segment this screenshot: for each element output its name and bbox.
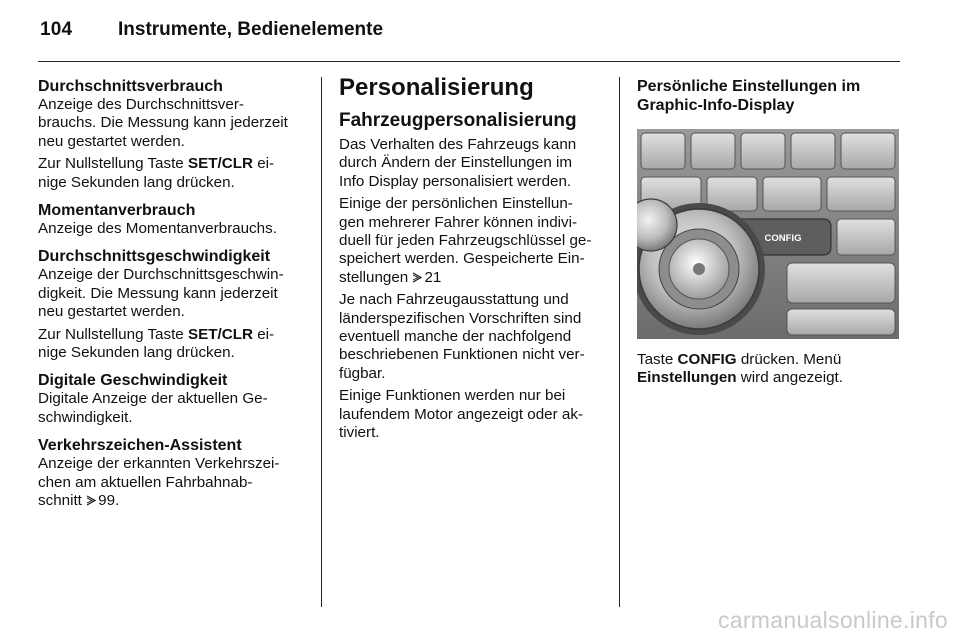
text-traffic-sign: Anzeige der erkannten Verkehrszei- chen am aktuellen Fahrbahnab- schnitt 99. (38, 455, 280, 510)
page-header (0, 0, 960, 60)
page-reference[interactable]: 21 (424, 268, 442, 286)
config-button-label: CONFIG (764, 233, 802, 244)
text-avg-speed: Anzeige der Durchschnittsgeschwin- digkeit. Die Messung kann jederzeit neu gestartet werden. (38, 266, 284, 321)
photo-caption: Taste CONFIG drücken. Menü Einstellungen wird angezeigt. (637, 351, 843, 387)
watermark: carmanualsonline.info (717, 607, 948, 633)
page-reference-icon (412, 272, 422, 283)
text-avg-consumption: Anzeige des Durchschnittsver- brauchs. Die Messung kann jederzeit neu gestartet werden. (38, 96, 288, 150)
paragraph: Einige der persönlichen Einstellun- gen mehrerer Fahrer können indivi- duell für jeden Fahrzeugschlüssel ge- speichert werden. Gespeicherte Ein- stellungen 21 (339, 195, 592, 286)
header-rule (38, 61, 900, 62)
paragraph: Das Verhalten des Fahrzeugs kann durch Ändern der Einstellungen im Info Display personalisiert werden. (339, 136, 577, 190)
column-right (637, 77, 901, 388)
page-number: 104 (40, 19, 73, 40)
section-title: Personalisierung (339, 74, 534, 101)
page-reference-icon (86, 495, 96, 506)
column-divider (321, 77, 322, 607)
heading-avg-speed: Durchschnittsgeschwindigkeit (38, 248, 271, 266)
text-instant-consumption: Anzeige des Momentanverbrauchs. (38, 220, 277, 238)
heading-traffic-sign: Verkehrszeichen-Assistent (38, 437, 242, 455)
menu-einstellungen: Einstellungen (637, 369, 737, 387)
text-digital-speed: Digitale Anzeige der aktuellen Ge- schwindigkeit. (38, 390, 268, 426)
section-subtitle: Fahrzeugpersonalisierung (339, 110, 577, 131)
dashboard-photo (637, 129, 899, 339)
page-reference[interactable]: 99. (98, 492, 120, 510)
paragraph: Einige Funktionen werden nur bei laufendem Motor angezeigt oder ak- tiviert. (339, 387, 583, 442)
column-left (38, 77, 308, 511)
heading-avg-consumption: Durchschnittsverbrauch (38, 78, 223, 95)
heading-digital-speed: Digitale Geschwindigkeit (38, 372, 228, 390)
paragraph: Je nach Fahrzeugausstattung und länderspezifischen Vorschriften sind eventuell manche der nachfolgend beschriebenen Funktionen nicht ver- fügbar. (339, 291, 585, 382)
key-config: CONFIG (677, 351, 737, 368)
column-middle (339, 74, 607, 443)
reset-instruction: Zur Nullstellung Taste SET/CLR ei- nige Sekunden lang drücken. (38, 325, 275, 362)
heading-instant-consumption: Momentanverbrauch (38, 202, 196, 220)
column-divider (619, 77, 620, 607)
reset-instruction: Zur Nullstellung Taste SET/CLR ei- nige Sekunden lang drücken. (38, 155, 275, 191)
key-set-clr: SET/CLR (187, 155, 253, 173)
control-panel-illustration (637, 129, 899, 339)
key-set-clr: SET/CLR (187, 325, 253, 343)
heading-personal-settings: Persönliche Einstellungen im Graphic-Info-Display (637, 78, 861, 114)
chapter-title: Instrumente, Bedienelemente (118, 19, 384, 40)
